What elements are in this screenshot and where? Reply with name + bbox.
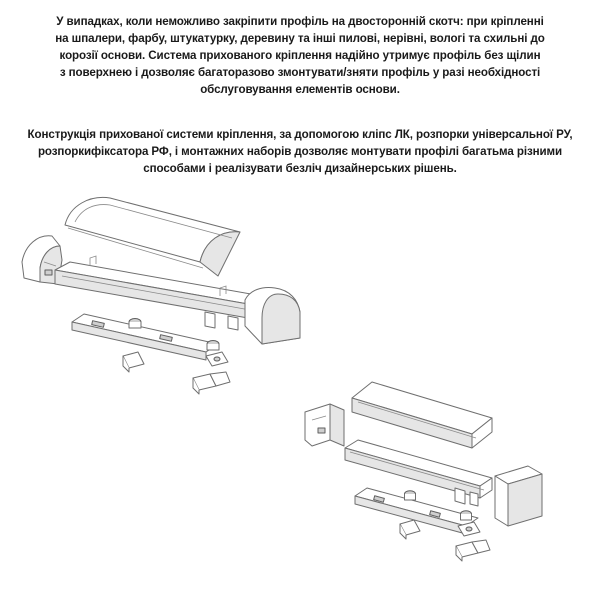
right-end-cap-rect [495, 466, 542, 526]
rounded-diffuser-cover [65, 197, 240, 276]
paragraph-line: на шпалери, фарбу, штукатурку, деревину та інші пилові, нерівні, вологі та схильні до [55, 32, 545, 45]
paragraph-line: способами і реалізувати безліч дизайнерських рішень. [143, 162, 457, 175]
rounded-profile-assembly [22, 197, 300, 394]
left-end-cap-rect [305, 404, 344, 446]
paragraph-line: Конструкція прихованої системи кріплення, за допомогою кліпс ЛК, розпорки універсальної РУ, [27, 128, 573, 141]
paragraph-line: розпоркифіксатора РФ, і монтажних наборів дозволяє монтувати профілі багатьма різними [37, 145, 563, 158]
paragraph-line: корозії основи. Система прихованого кріплення надійно утримує профіль без щілин [59, 49, 541, 62]
right-end-cap [245, 288, 300, 345]
rectangular-profile-assembly [305, 382, 542, 561]
paragraph-line: обслуговування елементів основи. [200, 83, 400, 96]
paragraph-line: У випадках, коли неможливо закріпити профіль на двосторонній скотч: при кріпленні [56, 15, 544, 28]
paragraph-line: з поверхнею і дозволяє багаторазово змонтувати/зняти профіль у разі необхідності [59, 66, 541, 79]
mounting-clip-strip [72, 314, 218, 360]
rectangular-diffuser-cover [352, 382, 492, 448]
